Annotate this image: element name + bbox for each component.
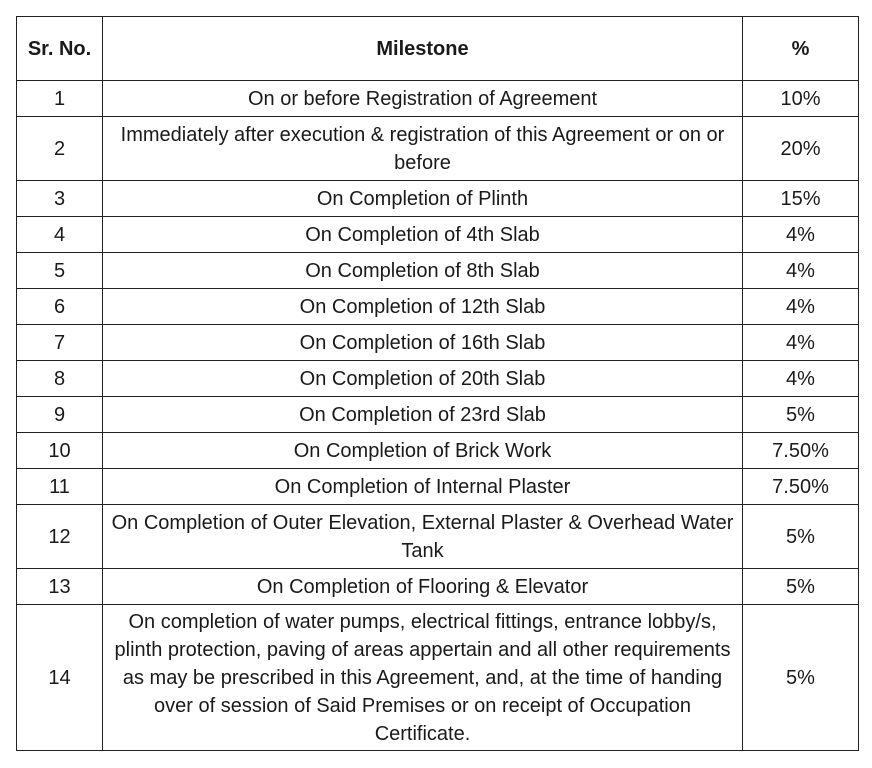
- milestone-cell: On Completion of Flooring & Elevator: [103, 569, 743, 605]
- table-row: [17, 253, 859, 289]
- header-row: [17, 17, 859, 81]
- table-row: [17, 289, 859, 325]
- sr-cell: 1: [17, 81, 103, 117]
- header-percent: %: [743, 17, 859, 81]
- percent-cell: 4%: [743, 325, 859, 361]
- table-row: [17, 397, 859, 433]
- milestone-cell: On Completion of 12th Slab: [103, 289, 743, 325]
- milestone-cell: On Completion of 16th Slab: [103, 325, 743, 361]
- percent-cell: 7.50%: [743, 469, 859, 505]
- milestone-cell: On Completion of 8th Slab: [103, 253, 743, 289]
- sr-cell: 6: [17, 289, 103, 325]
- percent-cell: 5%: [743, 569, 859, 605]
- sr-cell: 4: [17, 217, 103, 253]
- percent-cell: 7.50%: [743, 433, 859, 469]
- percent-cell: 4%: [743, 361, 859, 397]
- milestone-cell: On completion of water pumps, electrical fittings, entrance lobby/s, plinth protection, paving of areas appertain and all other requirements as may be prescribed in this Agreement, and, at the time of handing over of session of Said Premises or on receipt of Occupation Certificate.: [103, 605, 743, 751]
- milestone-cell: Immediately after execution & registration of this Agreement or on or before: [103, 117, 743, 181]
- header-milestone: Milestone: [103, 17, 743, 81]
- sr-cell: 2: [17, 117, 103, 181]
- milestone-cell: On Completion of Brick Work: [103, 433, 743, 469]
- sr-cell: 8: [17, 361, 103, 397]
- table-row: [17, 433, 859, 469]
- milestone-cell: On Completion of Plinth: [103, 181, 743, 217]
- sr-cell: 12: [17, 505, 103, 569]
- milestone-cell: On Completion of Internal Plaster: [103, 469, 743, 505]
- table-row: [17, 181, 859, 217]
- milestone-cell: On Completion of 23rd Slab: [103, 397, 743, 433]
- milestone-table: [16, 16, 859, 751]
- percent-cell: 5%: [743, 505, 859, 569]
- milestone-cell: On Completion of 20th Slab: [103, 361, 743, 397]
- table-row: [17, 361, 859, 397]
- percent-cell: 4%: [743, 217, 859, 253]
- table-row: [17, 117, 859, 181]
- sr-cell: 10: [17, 433, 103, 469]
- sr-cell: 3: [17, 181, 103, 217]
- sr-cell: 14: [17, 605, 103, 751]
- milestone-cell: On Completion of 4th Slab: [103, 217, 743, 253]
- table-row: [17, 217, 859, 253]
- percent-cell: 4%: [743, 253, 859, 289]
- percent-cell: 15%: [743, 181, 859, 217]
- table-row: [17, 325, 859, 361]
- table-row: [17, 505, 859, 569]
- percent-cell: 4%: [743, 289, 859, 325]
- percent-cell: 10%: [743, 81, 859, 117]
- table-row: [17, 569, 859, 605]
- milestone-cell: On or before Registration of Agreement: [103, 81, 743, 117]
- percent-cell: 5%: [743, 397, 859, 433]
- table-row: [17, 469, 859, 505]
- table-row: [17, 81, 859, 117]
- sr-cell: 13: [17, 569, 103, 605]
- table-row: [17, 605, 859, 751]
- sr-cell: 5: [17, 253, 103, 289]
- header-sr-no: Sr. No.: [17, 17, 103, 81]
- percent-cell: 20%: [743, 117, 859, 181]
- sr-cell: 7: [17, 325, 103, 361]
- sr-cell: 11: [17, 469, 103, 505]
- percent-cell: 5%: [743, 605, 859, 751]
- milestone-cell: On Completion of Outer Elevation, External Plaster & Overhead Water Tank: [103, 505, 743, 569]
- sr-cell: 9: [17, 397, 103, 433]
